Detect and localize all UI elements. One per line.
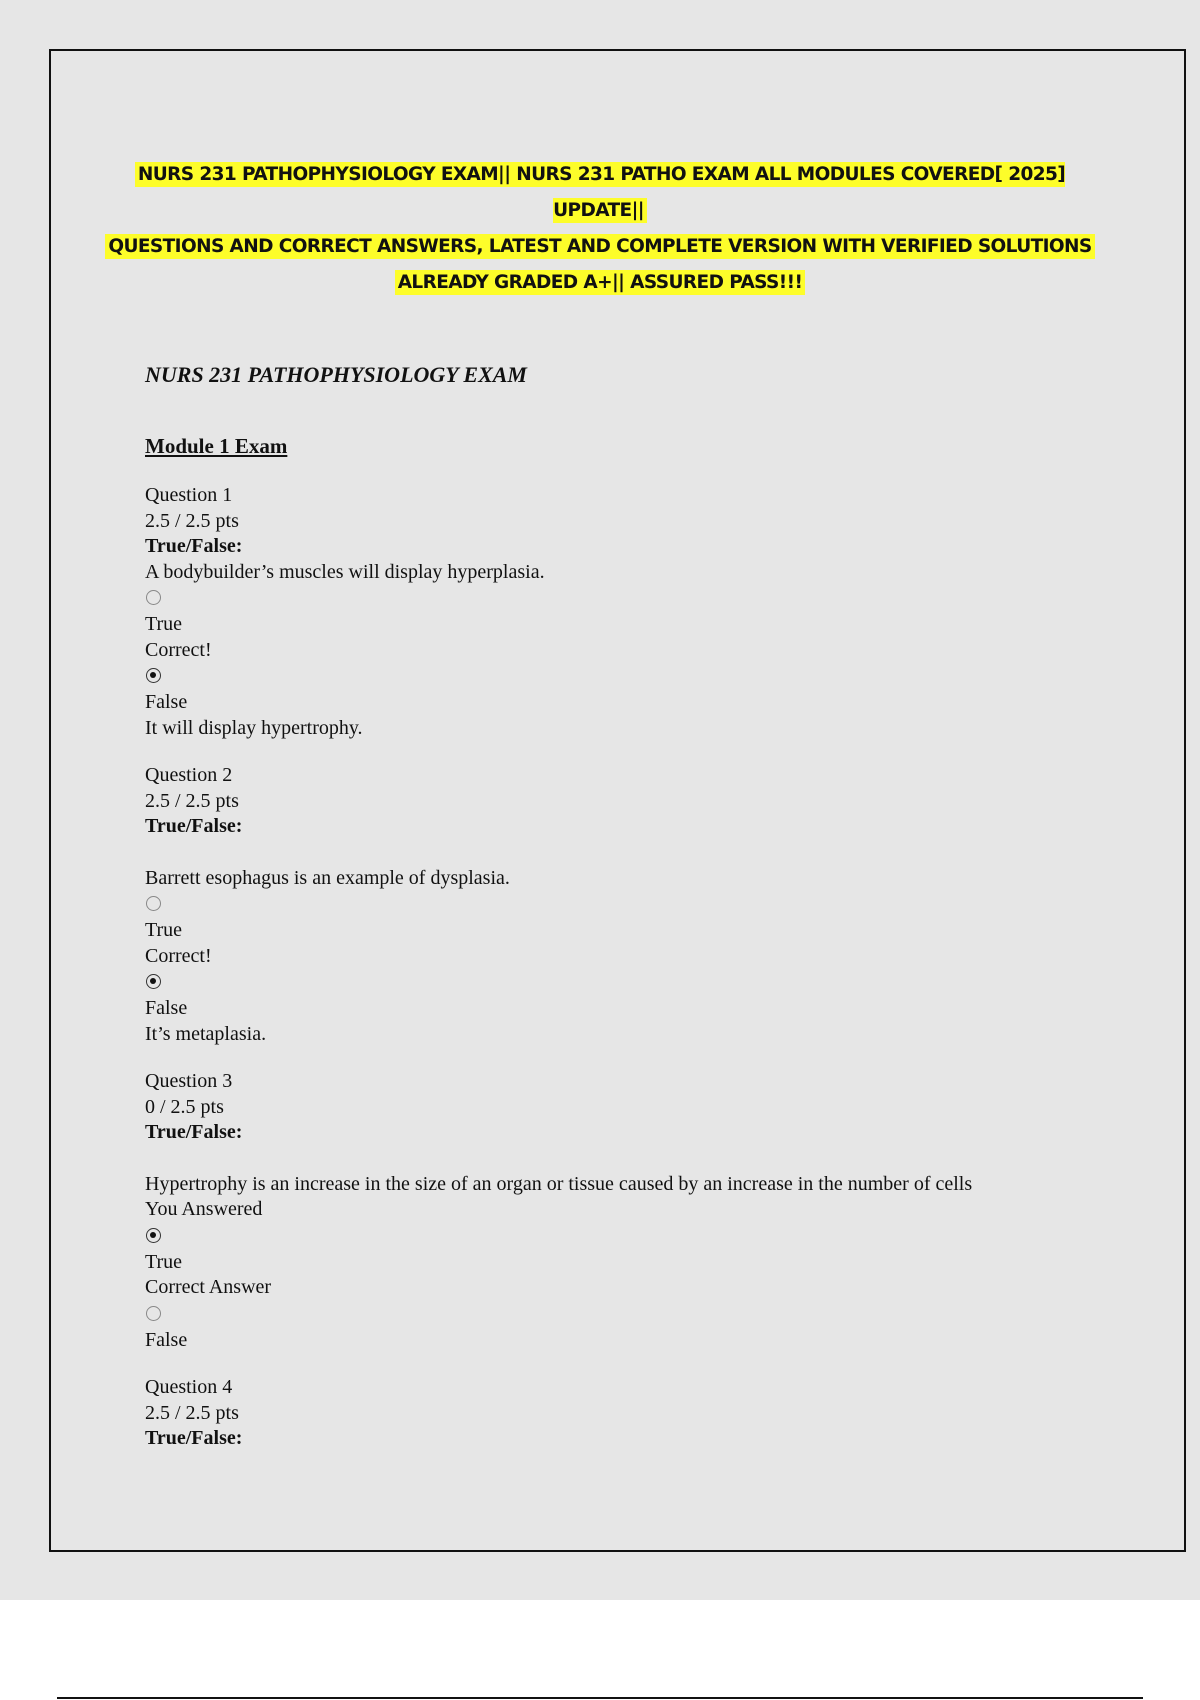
radio-false-selected[interactable] <box>146 668 161 683</box>
question-points: 2.5 / 2.5 pts <box>145 509 239 532</box>
option-true-label: True <box>145 919 183 941</box>
question-number: Question 4 <box>145 1376 233 1398</box>
question-points: 2.5 / 2.5 pts <box>145 1401 239 1424</box>
question-type: True/False: <box>145 1121 243 1143</box>
question-type: True/False: <box>145 815 243 837</box>
answer-explanation: It’s metaplasia. <box>145 1022 267 1045</box>
question-number: Question 2 <box>145 764 233 786</box>
footer-rule <box>57 1697 1143 1699</box>
banner-line-1: NURS 231 PATHOPHYSIOLOGY EXAM|| NURS 231 PATHO EXAM ALL MODULES COVERED[ 2025] UPDATE|| <box>100 157 1100 229</box>
radio-true[interactable] <box>146 896 161 911</box>
radio-true-selected[interactable] <box>146 1228 161 1243</box>
document-title: NURS 231 PATHOPHYSIOLOGY EXAM <box>145 362 527 387</box>
question-prompt: Barrett esophagus is an example of dysplasia. <box>145 866 510 889</box>
question-4 <box>145 1375 1105 1452</box>
correct-answer-marker: Correct Answer <box>145 1276 272 1298</box>
option-true-label: True <box>145 1250 183 1273</box>
question-prompt: Hypertrophy is an increase in the size of an organ or tissue caused by an increase in the number of cells <box>145 1172 973 1195</box>
question-2 <box>145 763 1105 1047</box>
question-3 <box>145 1069 1105 1353</box>
option-false-label: False <box>145 691 188 713</box>
option-false-label: False <box>145 1328 188 1351</box>
spacer <box>145 1146 1105 1172</box>
question-number: Question 3 <box>145 1070 233 1092</box>
question-points: 0 / 2.5 pts <box>145 1095 224 1118</box>
radio-false-selected[interactable] <box>146 974 161 989</box>
option-false-label: False <box>145 997 188 1019</box>
correct-marker: Correct! <box>145 944 212 967</box>
document-body <box>145 360 1105 1452</box>
module-heading: Module 1 Exam <box>145 434 288 458</box>
banner-line-3: ALREADY GRADED A+|| ASSURED PASS!!! <box>100 265 1100 301</box>
question-1 <box>145 483 1105 741</box>
you-answered-marker: You Answered <box>145 1198 263 1220</box>
question-points: 2.5 / 2.5 pts <box>145 789 239 812</box>
spacer <box>145 840 1105 866</box>
option-true-label: True <box>145 613 183 635</box>
answer-explanation: It will display hypertrophy. <box>145 716 363 739</box>
question-prompt: A bodybuilder’s muscles will display hyperplasia. <box>145 560 545 583</box>
banner-line-2: QUESTIONS AND CORRECT ANSWERS, LATEST AND COMPLETE VERSION WITH VERIFIED SOLUTIONS <box>100 229 1100 265</box>
radio-false[interactable] <box>146 1306 161 1321</box>
question-type: True/False: <box>145 1427 243 1449</box>
correct-marker: Correct! <box>145 638 212 661</box>
question-number: Question 1 <box>145 484 233 506</box>
header-banner <box>100 157 1100 301</box>
radio-true[interactable] <box>146 590 161 605</box>
question-type: True/False: <box>145 535 243 557</box>
